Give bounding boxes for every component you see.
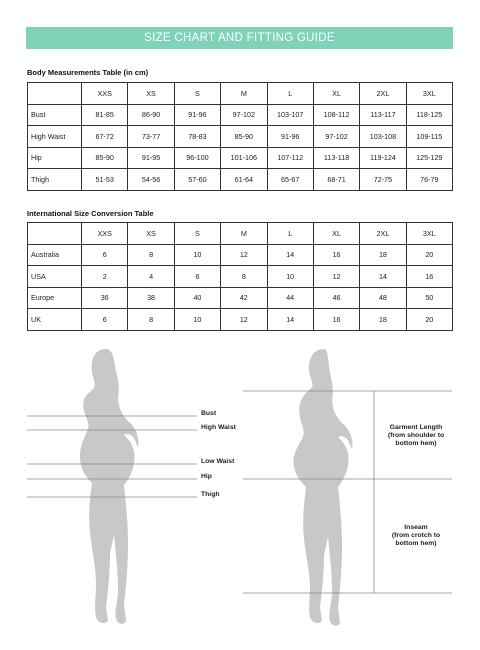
row-header-cell: UK [28, 309, 82, 331]
header-cell: S [174, 83, 220, 105]
table-cell: 14 [267, 244, 313, 266]
table-cell: 119-124 [360, 147, 406, 169]
table-cell: 65-67 [267, 169, 313, 191]
table-cell: 10 [174, 309, 220, 331]
table-cell: 8 [221, 266, 267, 288]
table-row [28, 126, 453, 148]
label-thigh: Thigh [201, 491, 220, 498]
table-cell: 48 [360, 287, 406, 309]
header-cell: 2XL [360, 83, 406, 105]
row-header-cell: Bust [28, 104, 82, 126]
page-title-banner [26, 27, 453, 49]
body-measurements-table [27, 82, 453, 191]
table-cell: 12 [221, 309, 267, 331]
table-cell: 36 [82, 287, 128, 309]
table-row [28, 147, 453, 169]
row-header-cell: High Waist [28, 126, 82, 148]
table-cell: 97-102 [313, 126, 359, 148]
header-cell: XS [128, 83, 174, 105]
page-title: SIZE CHART AND FITTING GUIDE [144, 32, 335, 44]
table-cell: 86-90 [128, 104, 174, 126]
table-cell: 85-90 [221, 126, 267, 148]
table-cell: 118-125 [406, 104, 452, 126]
table-cell: 61-64 [221, 169, 267, 191]
table-cell: 6 [174, 266, 220, 288]
garment-length-line-2: (from shoulder to [387, 432, 445, 439]
table-cell: 103-108 [360, 126, 406, 148]
header-cell: M [221, 83, 267, 105]
silhouette-left [80, 349, 139, 624]
header-cell: XXS [82, 223, 128, 245]
row-header-cell: Thigh [28, 169, 82, 191]
header-cell: S [174, 223, 220, 245]
table-cell: 14 [267, 309, 313, 331]
table-cell: 68-71 [313, 169, 359, 191]
table-header-row [28, 223, 453, 245]
table-cell: 20 [406, 309, 452, 331]
table-cell: 10 [174, 244, 220, 266]
table-cell: 12 [313, 266, 359, 288]
table-cell: 6 [82, 309, 128, 331]
table-cell: 10 [267, 266, 313, 288]
header-cell [28, 83, 82, 105]
table-cell: 14 [360, 266, 406, 288]
header-cell [28, 223, 82, 245]
table-cell: 50 [406, 287, 452, 309]
size-table-title: International Size Conversion Table [27, 209, 154, 218]
table-header-row [28, 83, 453, 105]
table-cell: 54-56 [128, 169, 174, 191]
table-cell: 16 [313, 244, 359, 266]
header-cell: L [267, 83, 313, 105]
table-cell: 42 [221, 287, 267, 309]
table-cell: 18 [360, 309, 406, 331]
table-cell: 16 [406, 266, 452, 288]
table-cell: 12 [221, 244, 267, 266]
inseam-line-3: bottom hem) [395, 540, 437, 547]
table-cell: 44 [267, 287, 313, 309]
garment-length-line-3: bottom hem) [395, 440, 437, 447]
label-inseam [380, 524, 452, 548]
header-cell: 2XL [360, 223, 406, 245]
header-cell: XL [313, 83, 359, 105]
header-cell: 3XL [406, 83, 452, 105]
fitting-guide-svg [0, 335, 480, 645]
table-row [28, 244, 453, 266]
row-header-cell: Hip [28, 147, 82, 169]
table-cell: 107-112 [267, 147, 313, 169]
garment-length-line-1: Garment Length [389, 424, 443, 431]
table-cell: 78-83 [174, 126, 220, 148]
table-cell: 20 [406, 244, 452, 266]
table-cell: 40 [174, 287, 220, 309]
table-cell: 57-60 [174, 169, 220, 191]
silhouette-right [293, 349, 352, 626]
table-cell: 8 [128, 309, 174, 331]
table-cell: 109-115 [406, 126, 452, 148]
label-hip: Hip [201, 473, 212, 480]
table-cell: 46 [313, 287, 359, 309]
table-cell: 113-118 [313, 147, 359, 169]
table-cell: 85-90 [82, 147, 128, 169]
size-conversion-table [27, 222, 453, 331]
table-cell: 97-102 [221, 104, 267, 126]
table-cell: 72-75 [360, 169, 406, 191]
row-header-cell: Europe [28, 287, 82, 309]
table-row [28, 169, 453, 191]
table-cell: 51-53 [82, 169, 128, 191]
header-cell: L [267, 223, 313, 245]
table-cell: 91-96 [267, 126, 313, 148]
table-cell: 18 [360, 244, 406, 266]
table-cell: 113-117 [360, 104, 406, 126]
table-cell: 101-106 [221, 147, 267, 169]
inseam-line-2: (from crotch to [391, 532, 441, 539]
table-row [28, 309, 453, 331]
table-row [28, 287, 453, 309]
table-cell: 91-96 [174, 104, 220, 126]
row-header-cell: Australia [28, 244, 82, 266]
inseam-line-1: Inseam [404, 524, 428, 531]
header-cell: XS [128, 223, 174, 245]
table-cell: 67-72 [82, 126, 128, 148]
header-cell: M [221, 223, 267, 245]
table-cell: 81-85 [82, 104, 128, 126]
table-cell: 38 [128, 287, 174, 309]
table-cell: 73-77 [128, 126, 174, 148]
table-cell: 16 [313, 309, 359, 331]
table-cell: 4 [128, 266, 174, 288]
table-row [28, 104, 453, 126]
table-cell: 103-107 [267, 104, 313, 126]
body-table-title: Body Measurements Table (in cm) [27, 68, 149, 77]
table-cell: 91-95 [128, 147, 174, 169]
table-cell: 108-112 [313, 104, 359, 126]
table-cell: 2 [82, 266, 128, 288]
table-cell: 125-129 [406, 147, 452, 169]
label-bust: Bust [201, 410, 217, 417]
header-cell: 3XL [406, 223, 452, 245]
header-cell: XXS [82, 83, 128, 105]
table-row [28, 266, 453, 288]
label-high-waist: High Waist [201, 424, 236, 431]
table-cell: 96-100 [174, 147, 220, 169]
right-guide-lines [243, 391, 452, 593]
table-cell: 6 [82, 244, 128, 266]
header-cell: XL [313, 223, 359, 245]
table-cell: 76-79 [406, 169, 452, 191]
label-low-waist: Low Waist [201, 458, 235, 465]
label-garment-length [380, 424, 452, 448]
fitting-guide-figure [0, 335, 480, 645]
row-header-cell: USA [28, 266, 82, 288]
table-cell: 8 [128, 244, 174, 266]
